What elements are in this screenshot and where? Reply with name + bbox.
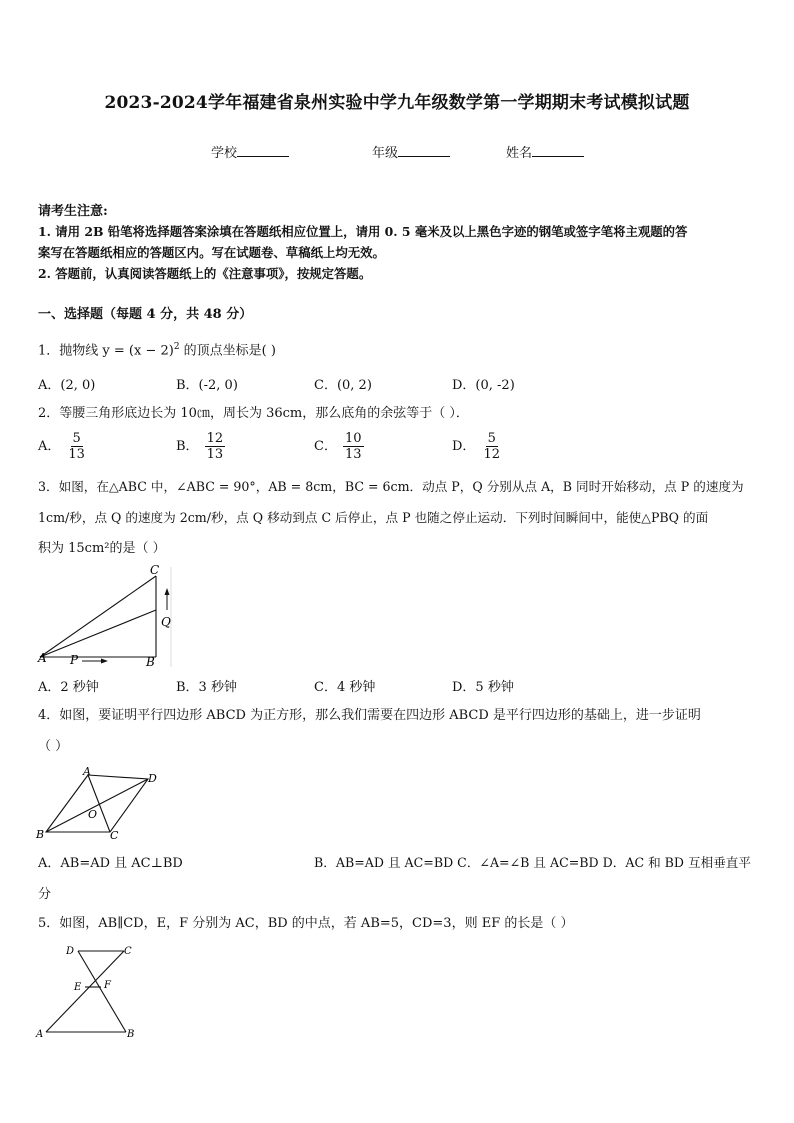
label-e: E (74, 982, 82, 993)
q4-stem-line1: 4．如图，要证明平行四边形 ABCD 为正方形，那么我们需要在四边形 ABCD 是平行四边形的基础上，进一步证明 (38, 708, 701, 723)
q2-option-d (452, 431, 502, 462)
school-label: 学校 (211, 146, 238, 161)
q2-option-c (314, 431, 364, 462)
q2-option-b-fraction (205, 431, 226, 462)
q2-option-a-fraction (66, 431, 87, 462)
denominator: 12 (483, 447, 500, 462)
numerator: 10 (344, 431, 362, 446)
q1-prefix: 1．抛物线 y = (x − 2) (38, 343, 174, 359)
q3-stem-line1: 3．如图，在△ABC 中，∠ABC = 90°，AB = 8cm，BC = 6cm．动点 P，Q 分别从点 A，B 同时开始移动，点 P 的速度为 (38, 479, 744, 494)
q3-option-a: A．2 秒钟 (38, 680, 99, 695)
q1-option-c: C．(0, 2) (314, 378, 372, 393)
label-b: B (146, 655, 155, 669)
q2-option-c-fraction (343, 431, 364, 462)
label-a: A (38, 651, 47, 665)
notice-heading: 请考生注意: (38, 204, 108, 219)
label-d: D (66, 946, 75, 957)
q4-option-a: A．AB=AD 且 AC⊥BD (38, 856, 183, 871)
notice-item1-line2: 案写在答题纸相应的答题区内。写在试题卷、草稿纸上均无效。 (38, 245, 385, 260)
denominator: 13 (68, 447, 85, 462)
grade-blank (398, 144, 450, 157)
name-field (506, 142, 584, 161)
label-p: P (70, 653, 79, 667)
q3-stem-line3: 积为 15cm²的是（ ） (38, 541, 166, 556)
q2-option-a-letter: A． (38, 439, 61, 454)
label-b: B (36, 828, 45, 841)
q3-triangle-figure (34, 562, 176, 672)
q2-option-a (38, 431, 87, 462)
q1-stem (38, 337, 276, 361)
q2-stem: 2．等腰三角形底边长为 10㎝，周长为 36cm，那么底角的余弦等于（ ）． (38, 406, 469, 421)
name-blank (532, 144, 584, 157)
school-field (211, 142, 289, 161)
numerator: 12 (206, 431, 224, 446)
label-q: Q (161, 615, 171, 629)
q2-option-c-letter: C． (314, 439, 337, 454)
q4-stem-line2: （ ） (38, 739, 69, 754)
label-c: C (150, 563, 160, 577)
q5-stem: 5．如图，AB∥CD，E，F 分别为 AC，BD 的中点，若 AB=5，CD=3，则 EF 的长是（ ） (38, 916, 574, 931)
q4-parallelogram-figure (34, 762, 164, 844)
notice-item1-line1: 1. 请用 2B 铅笔将选择题答案涂填在答题纸相应位置上，请用 0. 5 毫米及以上黑色字迹的钢笔或签字笔将主观题的答 (38, 224, 688, 239)
q1-option-a: A．(2, 0) (38, 378, 96, 393)
label-a: A (36, 1029, 44, 1040)
grade-label: 年级 (372, 146, 399, 161)
label-d: D (148, 772, 157, 785)
notice-item2: 2. 答题前，认真阅读答题纸上的《注意事项》，按规定答题。 (38, 266, 372, 281)
page-title: 2023-2024学年福建省泉州实验中学九年级数学第一学期期末考试模拟试题 (104, 93, 690, 113)
label-c: C (124, 946, 132, 957)
label-o: O (88, 808, 98, 821)
label-a: A (83, 765, 91, 778)
q1-suffix: 的顶点坐标是( ) (179, 343, 276, 359)
school-blank (237, 144, 289, 157)
q1-option-b: B．(-2, 0) (176, 378, 238, 393)
label-f: F (104, 980, 111, 991)
q3-option-b: B．3 秒钟 (176, 680, 237, 695)
name-label: 姓名 (506, 146, 533, 161)
denominator: 13 (344, 447, 362, 462)
q5-figure (34, 938, 154, 1040)
numerator: 5 (72, 431, 81, 446)
q1-exponent: 2 (173, 342, 180, 352)
q4-options-wrap: 分 (38, 887, 52, 902)
q2-option-b-letter: B． (176, 439, 199, 454)
q4-options-bcd: B．AB=AD 且 AC=BD C．∠A=∠B 且 AC=BD D．AC 和 BD 互相垂直平 (314, 855, 751, 870)
numerator: 5 (487, 431, 496, 446)
label-b: B (127, 1029, 135, 1040)
q2-option-b (176, 431, 225, 462)
q3-stem-line2: 1cm/秒，点 Q 的速度为 2cm/秒，点 Q 移动到点 C 后停止，点 P 也随之停止运动．下列时间瞬间中，能使△PBQ 的面 (38, 510, 709, 525)
section-heading: 一、选择题（每题 4 分，共 48 分） (38, 307, 253, 322)
q1-option-d: D．(0, -2) (452, 378, 515, 393)
denominator: 13 (206, 447, 224, 462)
q3-option-c: C．4 秒钟 (314, 680, 376, 695)
q2-option-d-letter: D． (452, 439, 476, 454)
q3-option-d: D．5 秒钟 (452, 680, 514, 695)
grade-field (372, 142, 450, 161)
label-c: C (110, 829, 119, 842)
q2-option-d-fraction (481, 431, 502, 462)
